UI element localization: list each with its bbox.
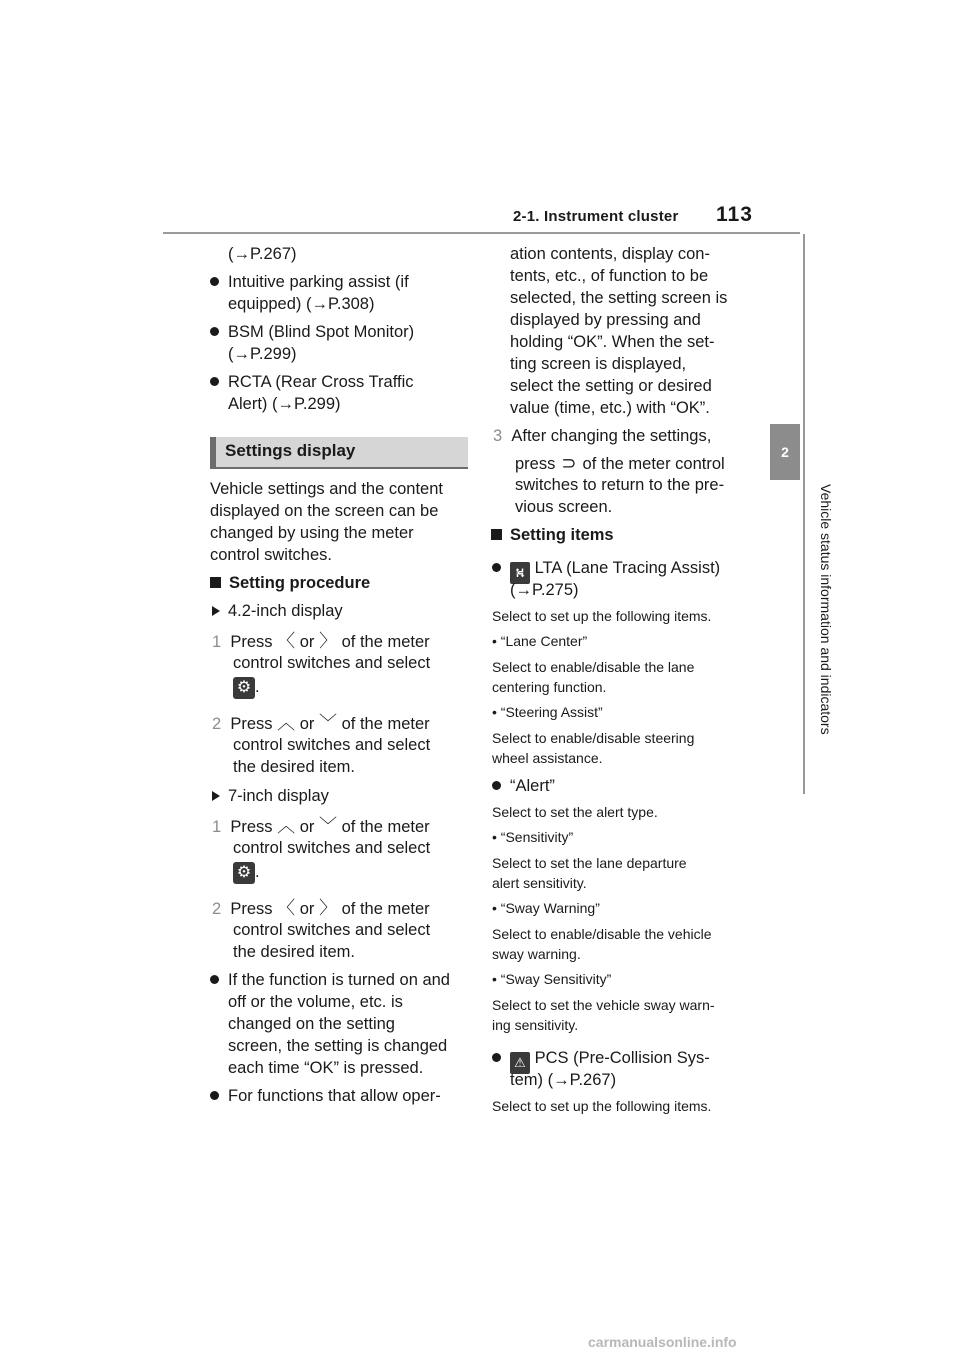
paragraph-line: selected, the setting screen is: [510, 289, 728, 307]
step-line-cont: control switches and select: [233, 839, 431, 857]
arrow-icon: →: [277, 395, 294, 413]
list-item-cont: changed on the setting: [228, 1015, 395, 1033]
step-line-cont: ⚙ .: [233, 861, 260, 884]
step-line-cont: switches to return to the pre-: [515, 476, 725, 494]
list-item: RCTA (Rear Cross Traffic: [228, 373, 414, 391]
list-item: Intuitive parking assist (if: [228, 273, 409, 291]
note-line: alert sensitivity.: [492, 875, 587, 891]
watermark: carmanualsonline.info: [588, 1334, 737, 1350]
note-line: ing sensitivity.: [492, 1017, 579, 1033]
list-item: For functions that allow oper-: [228, 1087, 441, 1105]
arrow-icon: →: [311, 295, 328, 313]
lane-tracing-icon: ⛕: [510, 562, 530, 584]
list-item-cont: off or the volume, etc. is: [228, 993, 403, 1011]
list-item-cont: tem) (→P.267): [510, 1071, 617, 1089]
section-title: 2-1. Instrument cluster: [513, 208, 679, 225]
arrow-icon: →: [233, 245, 250, 263]
list-item: If the function is turned on and: [228, 971, 450, 989]
step-line-cont: the desired item.: [233, 943, 355, 961]
note-line: Select to set up the following items.: [492, 608, 712, 624]
arrow-icon: →: [553, 1071, 570, 1089]
subheading: Setting procedure: [229, 574, 371, 592]
step-line: 2 Press 〈 or 〉 of the meter: [212, 898, 430, 918]
chevron-up-icon: ︿: [277, 816, 296, 836]
step-line-cont: vious screen.: [515, 498, 613, 516]
note-line: Select to enable/disable the vehicle: [492, 926, 712, 942]
note-line: • “Sensitivity”: [492, 829, 574, 845]
step-line: 3 After changing the settings,: [493, 427, 712, 445]
note-line: Select to set the vehicle sway warn-: [492, 997, 715, 1013]
section-header: Settings display: [210, 437, 468, 469]
step-line-cont: the desired item.: [233, 758, 355, 776]
intro-line: displayed on the screen can be: [210, 502, 439, 520]
note-line: Select to enable/disable the lane: [492, 659, 695, 675]
note-line: Select to set up the following items.: [492, 1098, 712, 1114]
paragraph-line: tents, etc., of function to be: [510, 267, 709, 285]
list-item-cont: (→P.275): [510, 581, 579, 599]
list-item-cont: equipped) (→P.308): [228, 295, 375, 313]
step-line-cont: control switches and select: [233, 736, 431, 754]
list-item: ⛕ LTA (Lane Tracing Assist): [510, 557, 720, 584]
chevron-up-icon: ︿: [277, 713, 296, 733]
chevron-right-icon: 〉: [319, 898, 337, 918]
note-line: • “Lane Center”: [492, 633, 588, 649]
paragraph-line: value (time, etc.) with “OK”.: [510, 399, 710, 417]
note-line: Select to set the alert type.: [492, 804, 658, 820]
list-item: ⚠ PCS (Pre-Collision Sys-: [510, 1047, 710, 1074]
step-line: 1 Press 〈 or 〉 of the meter: [212, 631, 430, 651]
note-line: • “Steering Assist”: [492, 704, 603, 720]
paragraph-line: holding “OK”. When the set-: [510, 333, 715, 351]
display-variant: 4.2-inch display: [228, 602, 343, 620]
note-line: sway warning.: [492, 946, 581, 962]
arrow-icon: →: [233, 345, 250, 363]
chevron-left-icon: 〈: [277, 898, 296, 918]
chevron-down-icon: ﹀: [319, 816, 337, 836]
arrow-icon: →: [515, 581, 532, 599]
step-line-cont: ⚙ .: [233, 676, 260, 699]
step-line-cont: control switches and select: [233, 921, 431, 939]
paragraph-line: displayed by pressing and: [510, 311, 701, 329]
back-icon: ⊃: [561, 453, 577, 473]
note-line: • “Sway Warning”: [492, 900, 600, 916]
step-line-cont: press ⊃ of the meter control: [515, 453, 725, 473]
step-line: 2 Press ︿ or ﹀ of the meter: [212, 713, 430, 733]
list-item-cont: screen, the setting is changed: [228, 1037, 448, 1055]
step-line: 1 Press ︿ or ﹀ of the meter: [212, 816, 430, 836]
list-item-cont: Alert) (→P.299): [228, 395, 341, 413]
ref-line: (→P.267): [228, 245, 297, 263]
list-item: “Alert”: [510, 777, 555, 795]
chevron-right-icon: 〉: [319, 631, 337, 651]
chapter-tab: 2: [770, 424, 800, 480]
gear-icon: ⚙: [233, 862, 255, 884]
note-line: Select to set the lane departure: [492, 855, 687, 871]
note-line: Select to enable/disable steering: [492, 730, 695, 746]
paragraph-line: select the setting or desired: [510, 377, 712, 395]
chevron-left-icon: 〈: [277, 631, 296, 651]
note-line: centering function.: [492, 679, 607, 695]
intro-line: changed by using the meter: [210, 524, 414, 542]
list-item-cont: each time “OK” is pressed.: [228, 1059, 424, 1077]
header-rule: [163, 232, 800, 234]
subheading: Setting items: [510, 526, 614, 544]
chapter-tab-label: Vehicle status information and indicators: [818, 484, 834, 735]
note-line: wheel assistance.: [492, 750, 603, 766]
list-item-cont: (→P.299): [228, 345, 297, 363]
side-rule: [803, 234, 805, 794]
paragraph-line: ting screen is displayed,: [510, 355, 687, 373]
paragraph-line: ation contents, display con-: [510, 245, 710, 263]
pre-collision-icon: ⚠: [510, 1052, 530, 1074]
display-variant: 7-inch display: [228, 787, 329, 805]
step-line-cont: control switches and select: [233, 654, 431, 672]
intro-line: control switches.: [210, 546, 332, 564]
intro-line: Vehicle settings and the content: [210, 480, 443, 498]
gear-icon: ⚙: [233, 677, 255, 699]
list-item: BSM (Blind Spot Monitor): [228, 323, 415, 341]
note-line: • “Sway Sensitivity”: [492, 971, 612, 987]
chevron-down-icon: ﹀: [319, 713, 337, 733]
page-number: 113: [716, 203, 753, 226]
